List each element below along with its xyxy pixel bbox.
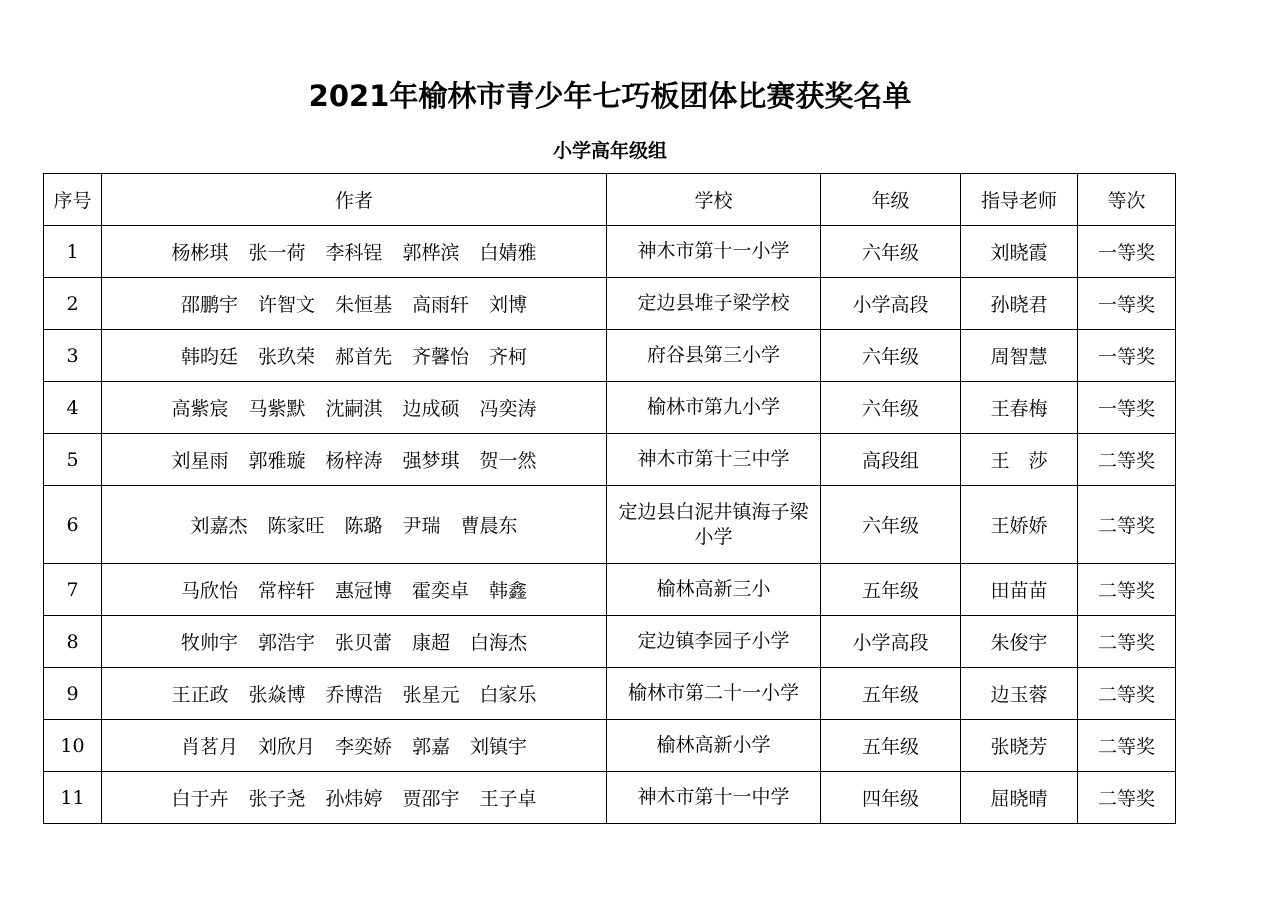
author-name: 杨彬琪 [171,242,229,264]
header-authors: 作者 [102,174,607,226]
table-body [44,226,1176,824]
author-name: 牧帅宇 [180,632,238,654]
author-name: 常梓轩 [257,580,315,602]
author-name: 刘镇宇 [470,736,528,758]
row-grade: 六年级 [821,226,961,278]
author-name: 白海杰 [470,632,528,654]
author-name: 刘欣月 [257,736,315,758]
author-name: 沈嗣淇 [325,398,383,420]
author-name: 惠冠博 [334,580,392,602]
row-grade: 五年级 [821,720,961,772]
row-teacher: 刘晓霞 [961,226,1078,278]
author-name: 朱恒基 [334,294,392,316]
group-subtitle: 小学高年级组 [552,140,667,162]
row-school: 神木市第十一小学 [607,226,821,278]
header-no: 序号 [44,174,102,226]
author-name: 孙炜婷 [325,788,383,810]
author-name: 马欣怡 [180,580,238,602]
row-number: 1 [44,226,102,278]
table-header-row [44,174,1176,226]
row-grade: 小学高段 [821,616,961,668]
author-name: 郭嘉 [412,736,451,758]
author-name: 王正政 [171,684,229,706]
row-school: 定边县白泥井镇海子梁小学 [607,486,821,564]
row-authors [102,668,607,720]
row-award: 二等奖 [1078,616,1176,668]
row-number: 7 [44,564,102,616]
row-grade: 小学高段 [821,278,961,330]
author-name: 张子尧 [248,788,306,810]
row-award: 二等奖 [1078,434,1176,486]
row-grade: 五年级 [821,668,961,720]
row-grade: 高段组 [821,434,961,486]
author-name: 陈璐 [344,515,383,537]
row-award: 一等奖 [1078,226,1176,278]
row-teacher: 王娇娇 [961,486,1078,564]
row-award: 二等奖 [1078,564,1176,616]
row-teacher: 王春梅 [961,382,1078,434]
document-title: 2021年榆林市青少年七巧板团体比赛获奖名单 [308,79,912,113]
author-name: 高紫宸 [171,398,229,420]
author-name: 郝首先 [334,346,392,368]
table-row [44,382,1176,434]
author-name: 高雨轩 [412,294,470,316]
header-grade: 年级 [821,174,961,226]
author-name: 陈家旺 [267,515,325,537]
author-name: 刘博 [489,294,528,316]
table-row [44,564,1176,616]
row-authors [102,486,607,564]
author-name: 许智文 [257,294,315,316]
author-name: 郭浩宇 [257,632,315,654]
table-row [44,616,1176,668]
row-teacher: 王 莎 [961,434,1078,486]
author-name: 强梦琪 [402,450,460,472]
author-name: 马紫默 [248,398,306,420]
row-number: 8 [44,616,102,668]
row-award: 二等奖 [1078,486,1176,564]
row-award: 二等奖 [1078,720,1176,772]
author-name: 齐柯 [489,346,528,368]
row-school: 榆林高新三小 [607,564,821,616]
author-name: 康超 [412,632,451,654]
author-name: 张贝蕾 [334,632,392,654]
header-award: 等次 [1078,174,1176,226]
row-school: 定边县堆子梁学校 [607,278,821,330]
table-row [44,486,1176,564]
row-grade: 六年级 [821,382,961,434]
author-name: 张一荷 [248,242,306,264]
author-name: 霍奕卓 [412,580,470,602]
row-authors [102,278,607,330]
row-school: 榆林市第九小学 [607,382,821,434]
row-teacher: 屈晓晴 [961,772,1078,824]
author-name: 李奕娇 [334,736,392,758]
table-row [44,278,1176,330]
header-school: 学校 [607,174,821,226]
author-name: 乔博浩 [325,684,383,706]
author-name: 齐馨怡 [412,346,470,368]
author-name: 白于卉 [171,788,229,810]
row-award: 二等奖 [1078,772,1176,824]
row-teacher: 田苗苗 [961,564,1078,616]
awards-table [43,173,1176,824]
author-name: 边成硕 [402,398,460,420]
table-row [44,720,1176,772]
table-row [44,330,1176,382]
author-name: 张星元 [402,684,460,706]
row-teacher: 朱俊宇 [961,616,1078,668]
row-authors [102,434,607,486]
author-name: 贺一然 [479,450,537,472]
author-name: 曹晨东 [460,515,518,537]
row-grade: 六年级 [821,486,961,564]
author-name: 冯奕涛 [479,398,537,420]
author-name: 杨梓涛 [325,450,383,472]
row-award: 二等奖 [1078,668,1176,720]
row-number: 6 [44,486,102,564]
author-name: 刘嘉杰 [190,515,248,537]
row-number: 9 [44,668,102,720]
author-name: 尹瑞 [402,515,441,537]
row-school: 榆林高新小学 [607,720,821,772]
row-authors [102,564,607,616]
author-name: 白婧雅 [479,242,537,264]
row-award: 一等奖 [1078,330,1176,382]
table-row [44,668,1176,720]
row-teacher: 孙晓君 [961,278,1078,330]
row-authors [102,720,607,772]
table-row [44,434,1176,486]
row-school: 定边镇李园子小学 [607,616,821,668]
author-name: 刘星雨 [171,450,229,472]
row-teacher: 周智慧 [961,330,1078,382]
row-number: 11 [44,772,102,824]
row-award: 一等奖 [1078,382,1176,434]
row-school: 神木市第十一中学 [607,772,821,824]
author-name: 白家乐 [479,684,537,706]
author-name: 郭桦滨 [402,242,460,264]
row-number: 3 [44,330,102,382]
row-authors [102,772,607,824]
row-school: 榆林市第二十一小学 [607,668,821,720]
row-authors [102,616,607,668]
author-name: 肖茗月 [180,736,238,758]
row-grade: 四年级 [821,772,961,824]
row-award: 一等奖 [1078,278,1176,330]
author-name: 王子卓 [479,788,537,810]
author-name: 张焱博 [248,684,306,706]
table-row [44,772,1176,824]
header-teacher: 指导老师 [961,174,1078,226]
row-number: 2 [44,278,102,330]
row-teacher: 边玉蓉 [961,668,1078,720]
author-name: 韩鑫 [489,580,528,602]
author-name: 贾邵宇 [402,788,460,810]
row-number: 4 [44,382,102,434]
author-name: 邵鹏宇 [180,294,238,316]
row-authors [102,330,607,382]
row-school: 神木市第十三中学 [607,434,821,486]
row-authors [102,382,607,434]
row-number: 10 [44,720,102,772]
author-name: 韩昀廷 [180,346,238,368]
table-row [44,226,1176,278]
author-name: 李科锃 [325,242,383,264]
row-grade: 六年级 [821,330,961,382]
author-name: 郭雅璇 [248,450,306,472]
row-number: 5 [44,434,102,486]
author-name: 张玖荣 [257,346,315,368]
row-grade: 五年级 [821,564,961,616]
row-teacher: 张晓芳 [961,720,1078,772]
row-authors [102,226,607,278]
row-school: 府谷县第三小学 [607,330,821,382]
